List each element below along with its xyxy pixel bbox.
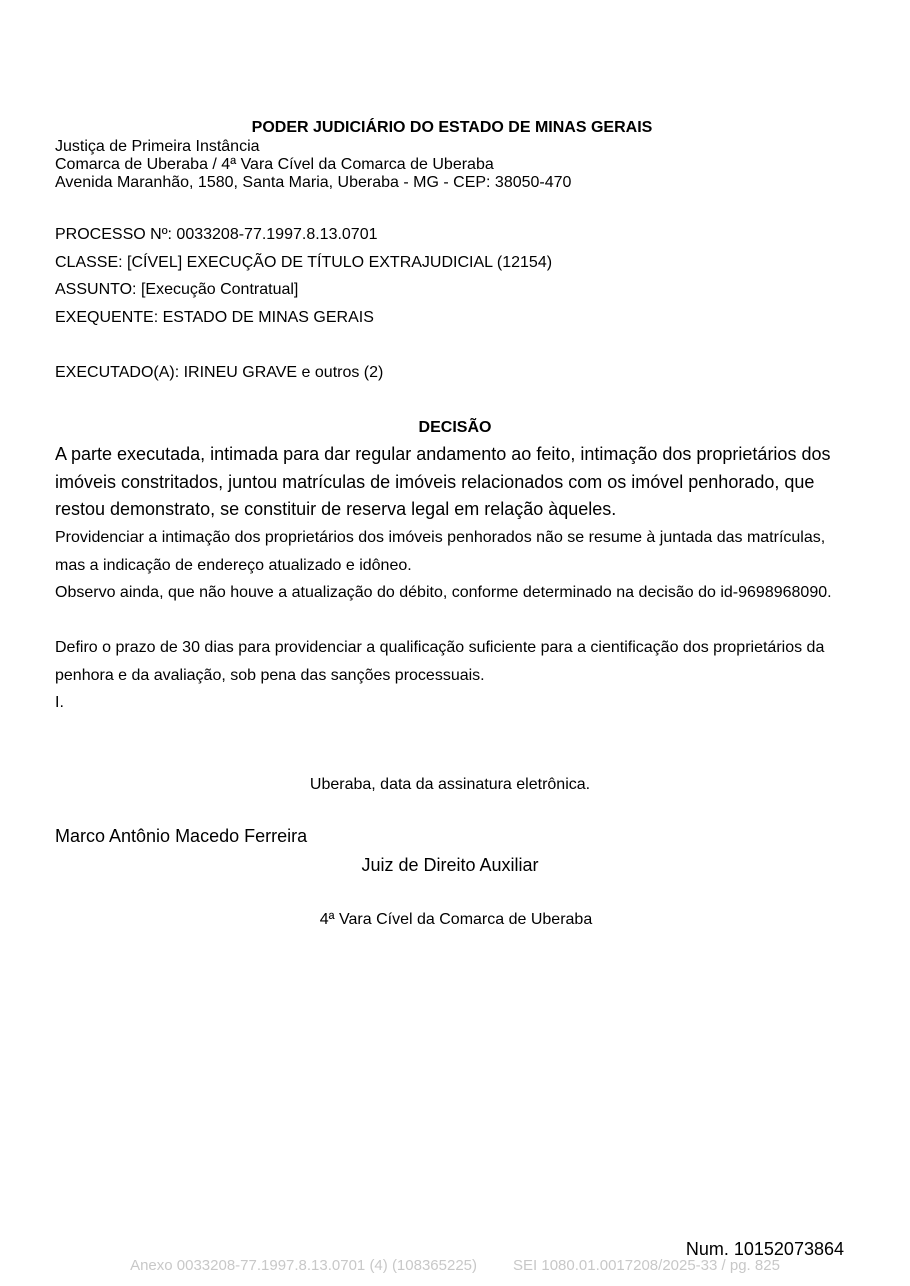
document-number: Num. 10152073864: [685, 1239, 844, 1259]
annex-reference: Anexo 0033208-77.1997.8.13.0701 (4) (108365225): [130, 1257, 478, 1274]
decision-paragraph-2: Providenciar a intimação dos proprietários dos imóveis penhorados não se resume à juntada das matrículas, mas a indicação de endereço atualizado e idôneo.: [55, 529, 826, 574]
footer-stamp: [0, 1257, 910, 1274]
decision-paragraph-3: Observo ainda, que não houve a atualização do débito, conforme determinado na decisão do id-9698968090.: [55, 584, 832, 601]
processo-number: PROCESSO Nº: 0033208-77.1997.8.13.0701: [55, 226, 378, 243]
instance-line: Justiça de Primeira Instância: [55, 138, 260, 155]
court-line: Comarca de Uberaba / 4ª Vara Cível da Comarca de Uberaba: [55, 156, 494, 173]
address-line: Avenida Maranhão, 1580, Santa Maria, Uberaba - MG - CEP: 38050-470: [55, 174, 572, 191]
case-class: CLASSE: [CÍVEL] EXECUÇÃO DE TÍTULO EXTRAJUDICIAL (12154): [55, 254, 553, 271]
decision-paragraph-4: Defiro o prazo de 30 dias para providenciar a qualificação suficiente para a cientificação dos proprietários da penhora e da avaliação, sob pena das sanções processuais.: [55, 639, 825, 684]
decision-heading: DECISÃO: [418, 419, 492, 436]
judge-role: Juiz de Direito Auxiliar: [361, 855, 539, 875]
decision-closing: I.: [55, 694, 64, 711]
court-unit: 4ª Vara Cível da Comarca de Uberaba: [319, 911, 593, 928]
judge-name: Marco Antônio Macedo Ferreira: [55, 826, 308, 846]
executado: EXECUTADO(A): IRINEU GRAVE e outros (2): [55, 364, 384, 381]
place-date: Uberaba, data da assinatura eletrônica.: [309, 776, 591, 793]
sei-reference: SEI 1080.01.0017208/2025-33 / pg. 825: [513, 1257, 780, 1274]
document-title: PODER JUDICIÁRIO DO ESTADO DE MINAS GERAIS: [251, 119, 653, 136]
exequente: EXEQUENTE: ESTADO DE MINAS GERAIS: [55, 309, 374, 326]
case-subject: ASSUNTO: [Execução Contratual]: [55, 281, 299, 298]
decision-paragraph-1: A parte executada, intimada para dar regular andamento ao feito, intimação dos proprietários dos imóveis constritados, juntou matrículas de imóveis relacionados com os imóvel penhorado, que restou demonstrato, se constituir de reserva legal em relação àqueles.: [55, 444, 831, 519]
